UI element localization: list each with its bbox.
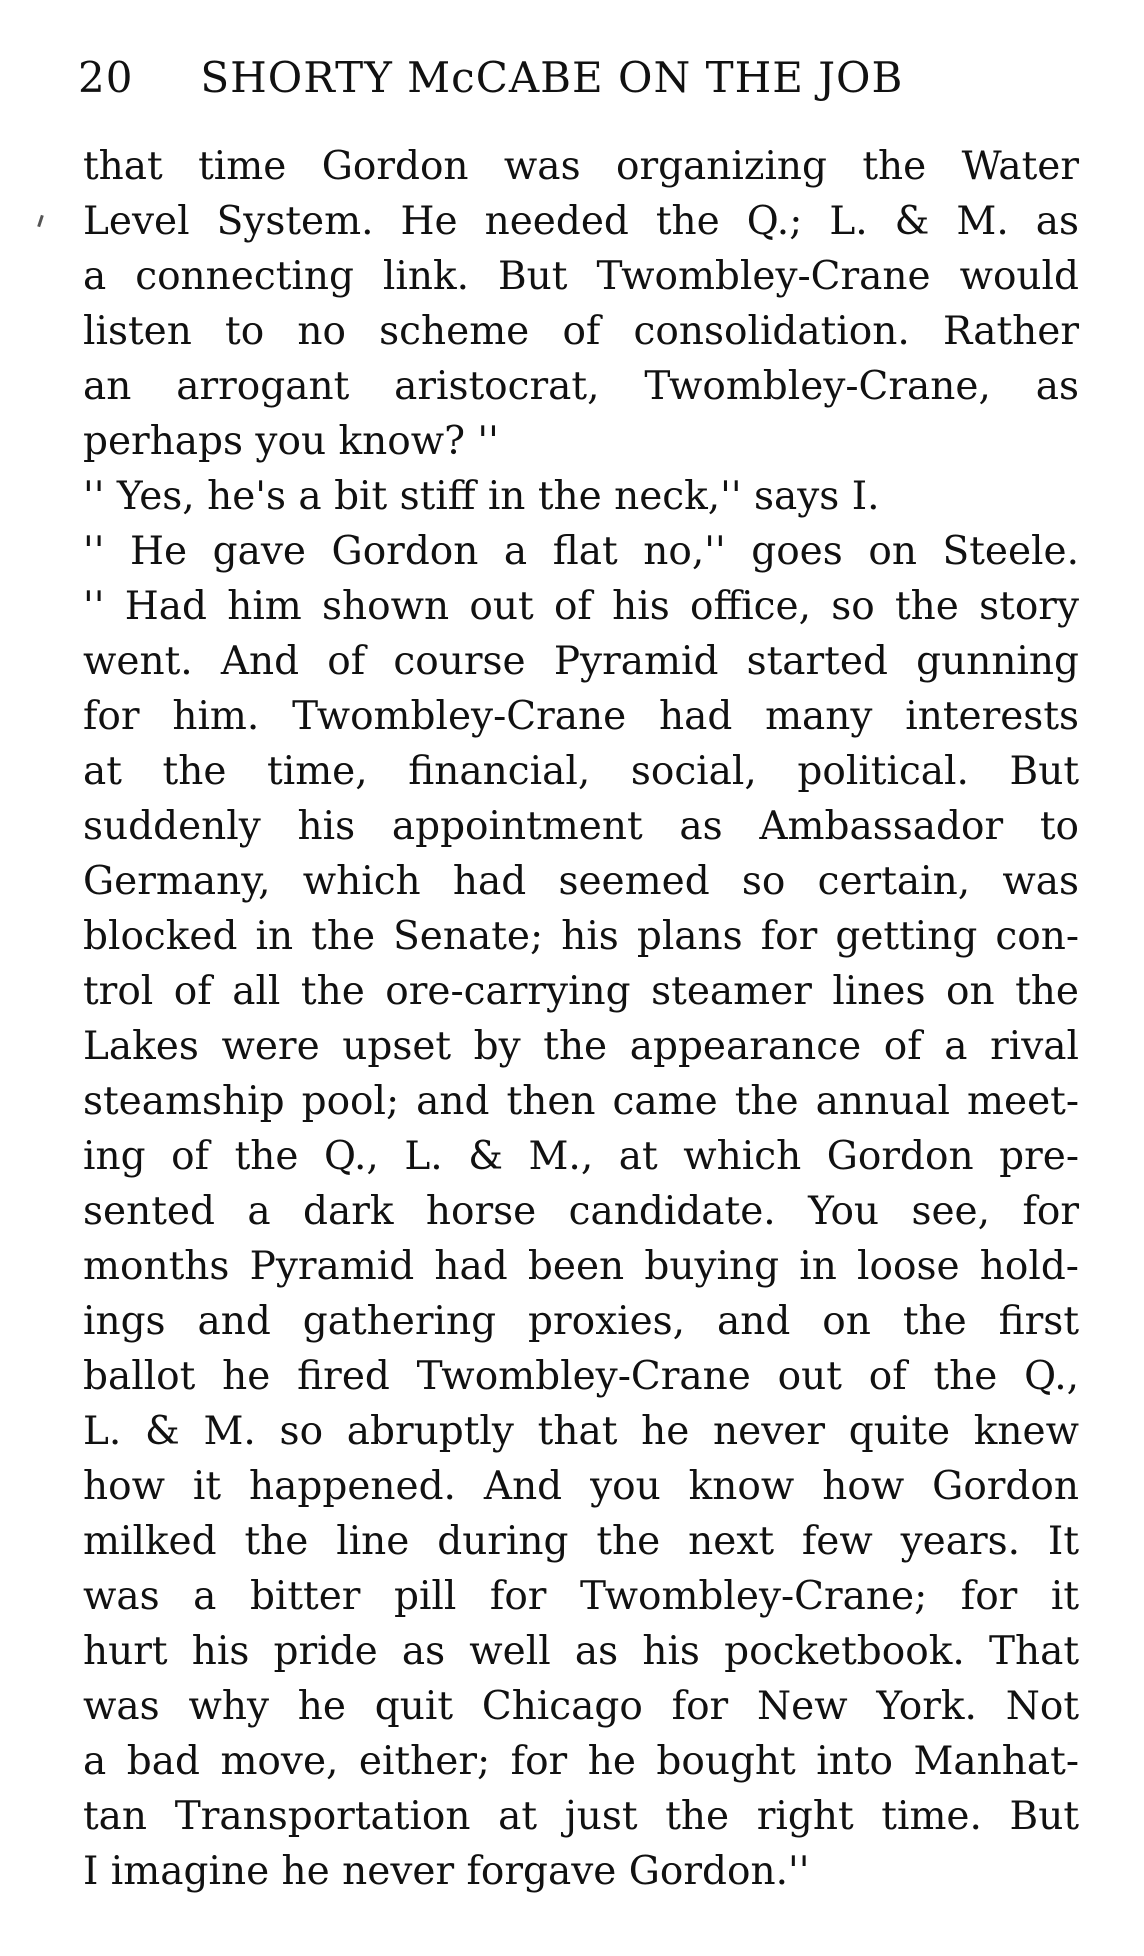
text-line: how it happened. And you know how Gordon xyxy=(83,1464,1079,1509)
text-line: milked the line during the next few years. It xyxy=(83,1519,1079,1564)
text-line: Germany, which had seemed so certain, was xyxy=(83,859,1079,904)
text-line: trol of all the ore-carrying steamer lines on the xyxy=(83,969,1079,1014)
text-line: was a bitter pill for Twombley-Crane; for it xyxy=(83,1574,1079,1619)
text-line: '' He gave Gordon a flat no,'' goes on Steele. xyxy=(83,529,1079,574)
text-line: Lakes were upset by the appearance of a rival xyxy=(83,1024,1079,1069)
body-text xyxy=(83,139,1079,1899)
text-line: tan Transportation at just the right time. But xyxy=(83,1794,1079,1839)
text-line: a connecting link. But Twombley-Crane would xyxy=(83,254,1079,299)
text-line: perhaps you know? '' xyxy=(83,419,499,464)
text-line: ballot he fired Twombley-Crane out of the Q., xyxy=(83,1354,1079,1399)
text-line: went. And of course Pyramid started gunning xyxy=(83,639,1079,684)
text-line: a bad move, either; for he bought into Manhat- xyxy=(83,1739,1079,1784)
text-line: I imagine he never forgave Gordon.'' xyxy=(83,1849,810,1894)
margin-mark xyxy=(37,215,44,227)
text-line: was why he quit Chicago for New York. Not xyxy=(83,1684,1079,1729)
text-line: listen to no scheme of consolidation. Rather xyxy=(83,309,1079,354)
text-line: hurt his pride as well as his pocketbook. That xyxy=(83,1629,1079,1674)
text-line: blocked in the Senate; his plans for getting con- xyxy=(83,914,1079,959)
text-line: ings and gathering proxies, and on the first xyxy=(83,1299,1079,1344)
text-line: Level System. He needed the Q.; L. & M. as xyxy=(83,199,1079,244)
text-line: an arrogant aristocrat, Twombley-Crane, as xyxy=(83,364,1079,409)
text-line: '' Had him shown out of his office, so the story xyxy=(83,584,1079,629)
page-number: 20 xyxy=(78,53,134,102)
text-line: steamship pool; and then came the annual meet- xyxy=(83,1079,1079,1124)
text-line: '' Yes, he's a bit stiff in the neck,'' says I. xyxy=(83,474,880,519)
text-line: L. & M. so abruptly that he never quite knew xyxy=(83,1409,1079,1454)
text-line: for him. Twombley-Crane had many interests xyxy=(83,694,1079,739)
text-line: ing of the Q., L. & M., at which Gordon pre- xyxy=(83,1134,1079,1179)
text-line: months Pyramid had been buying in loose hold- xyxy=(83,1244,1079,1289)
text-line: sented a dark horse candidate. You see, for xyxy=(83,1189,1079,1234)
text-line: suddenly his appointment as Ambassador to xyxy=(83,804,1079,849)
running-head: SHORTY McCABE ON THE JOB xyxy=(200,53,904,102)
text-line: that time Gordon was organizing the Water xyxy=(83,144,1079,189)
page-header xyxy=(78,52,1078,104)
text-line: at the time, financial, social, political. But xyxy=(83,749,1079,794)
